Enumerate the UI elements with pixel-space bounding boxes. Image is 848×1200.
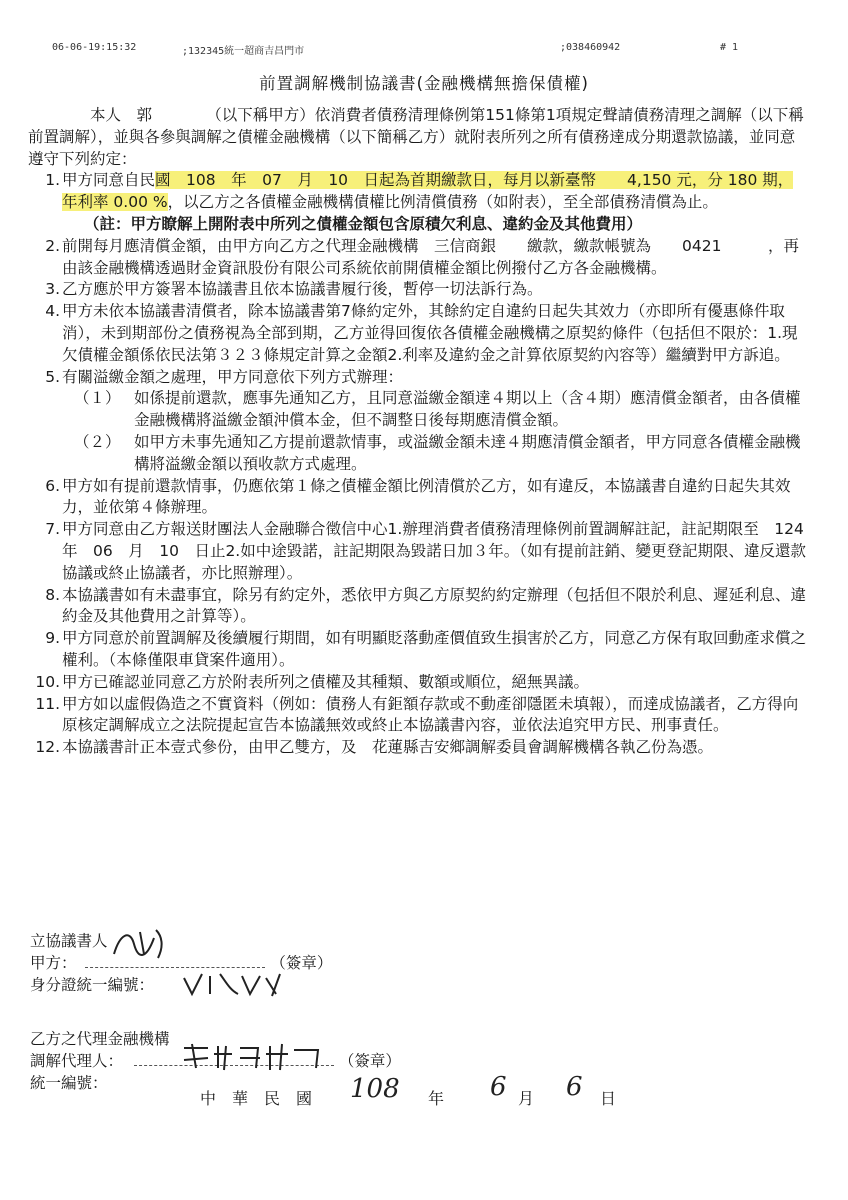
clause-12: 12. 本協議書計正本壹式參份，由甲乙雙方，及 花蓮縣吉安鄉調解委員會調解機構各執乙份為憑。 <box>35 738 714 757</box>
clause-10: 10. 甲方已確認並同意乙方於附表所列之債權及其種類、數額或順位，絕無異議。 <box>35 672 590 691</box>
clause-9: 9. 甲方同意於前置調解及後續履行期間，如有明顯貶落動產價值致生損害於乙方，同意乙方保有取回動產求償之權利。（本條僅限車貸案件適用）。 <box>45 629 807 669</box>
sub-clause-2: （２） 如甲方未事先通知乙方提前還款情事，或溢繳金額未達４期應清償金額者，甲方同意各債權金融機構將溢繳金額以預收款方式處理。 <box>74 432 801 473</box>
clause-7: 7. 甲方同意由乙方報送財團法人金融聯合徵信中心1.辦理消費者債務清理條例前置調解註記，註記期限至 124 年 06 月 10 日止2.如中途毀諾，註記期限為毀諾日加３年。（如有提前註銷、變更登記期限、違反還款協議或終止協議者，亦比照辦理）。 <box>45 520 820 582</box>
signing-date <box>0 1072 848 1122</box>
document-title: 前置調解機制協議書(金融機構無擔保債權) <box>259 74 589 93</box>
signature-block <box>30 930 790 1094</box>
party-a-label: 立協議書人 <box>30 932 108 950</box>
fax-header <box>0 42 848 56</box>
fax-number: ;038460942 <box>560 42 621 53</box>
intro-paragraph: 本人 郭 （以下稱甲方）依消費者債務清理條例第151條第1項規定聲請債務清理之調解（以下稱前置調解），並與各參與調解之債權金融機構（以下簡稱乙方）就附表所列之所有債務達成分期還款協議，並同意遵守下列約定： <box>28 106 804 168</box>
agreement-body <box>28 105 820 759</box>
date-year-label: 年 <box>428 1089 445 1108</box>
clause-1-note: （註：甲方瞭解上開附表中所列之債權金額包含原積欠利息、違約金及其他費用） <box>84 214 643 233</box>
agent-row <box>30 1050 790 1072</box>
clause-2: 2. 前開每月應清償金額，由甲方向乙方之代理金融機構 三信商銀 繳款，繳款帳號為 0421 ，再由該金融機構透過財金資訊股份有限公司系統依前開債權金額比例撥付乙方各金融機構。 <box>45 236 799 277</box>
fax-page: # 1 <box>720 42 739 53</box>
party-b-label: 乙方之代理金融機構 <box>30 1030 170 1048</box>
fax-timestamp: 06-06-19:15:32 <box>52 42 137 53</box>
clause-1: 1. 甲方同意自民國 108 年 07 月 10 日起為首期繳款日，每月以新臺幣 4,150 元，分 180 期，年利率 0.00 %，以乙方之各債權金融機構債權比例清償債務（如附表），至全部債務清償為止。 <box>45 171 794 212</box>
date-month-label: 月 <box>518 1089 535 1108</box>
unified-no-label: 統一編號： <box>30 1074 108 1092</box>
clause-8: 8. 本協議書如有未盡事宜，除另有約定外，悉依甲方與乙方原契約約定辦理（包括但不限於利息、遲延利息、違約金及其他費用之計算等）。 <box>45 585 807 626</box>
fax-sender: ;132345統一超商吉昌門市 <box>182 46 305 57</box>
clause-11: 11. 甲方如以虛假偽造之不實資料（例如：債務人有鉅額存款或不動產卻隱匿未填報），而達成協議者，乙方得向原核定調解成立之法院提起宣告本協議無效或終止本協議書內容，並依法追究甲方民、刑事責任。 <box>35 694 799 735</box>
party-a-row <box>30 952 790 974</box>
id-label: 身分證統一編號： <box>30 976 155 994</box>
date-prefix: 中 華 民 國 <box>200 1089 313 1108</box>
date-month: 6 <box>490 1072 507 1102</box>
date-day: 6 <box>566 1072 583 1102</box>
clause-6: 6. 甲方如有提前還款情事，仍應依第１條之債權金額比例清償於乙方，如有違反，本協議書自違約日起失其效力，並依第４條辦理。 <box>45 476 791 517</box>
clause-5: 5. 有關溢繳金額之處理，甲方同意依下列方式辦理： <box>45 367 404 386</box>
party-a-label-row <box>30 930 790 952</box>
date-day-label: 日 <box>600 1089 617 1108</box>
party-a-side-label: 甲方： <box>30 954 77 972</box>
date-year: 108 <box>350 1074 400 1104</box>
party-a-sign-note: （簽章） <box>270 954 333 972</box>
clause-3: 3. 乙方應於甲方簽署本協議書且依本協議書履行後，暫停一切法訴行為。 <box>45 280 543 299</box>
agent-sign-note: （簽章） <box>338 1052 401 1070</box>
id-row <box>30 974 790 996</box>
highlighted-terms: 國 108 年 07 月 10 日起為首期繳款日，每月以新臺幣 4,150 元，分 180 期，年利率 0.00 % <box>62 171 794 212</box>
sub-clause-1: （１） 如係提前還款，應事先通知乙方，且同意溢繳金額達４期以上（含４期）應清償金額者，由各債權金融機構將溢繳金額沖償本金，但不調整日後每期應清償金額。 <box>74 389 801 430</box>
clause-4: 4. 甲方未依本協議書清償者，除本協議書第7條約定外，其餘約定自違約日起失其效力（亦即所有優惠條件取消），未到期部份之債務視為全部到期，乙方並得回復依各債權金融機構之原契約條件（包括但不限於：1.現欠債權金額係依民法第３２３條規定計算之金額2.利率及違約金之計算依原契約內容等）繼續對甲方訴追。 <box>45 302 798 364</box>
party-b-row <box>30 1028 790 1050</box>
handwritten-signature-agent <box>178 1040 328 1074</box>
agent-label: 調解代理人： <box>30 1052 124 1070</box>
